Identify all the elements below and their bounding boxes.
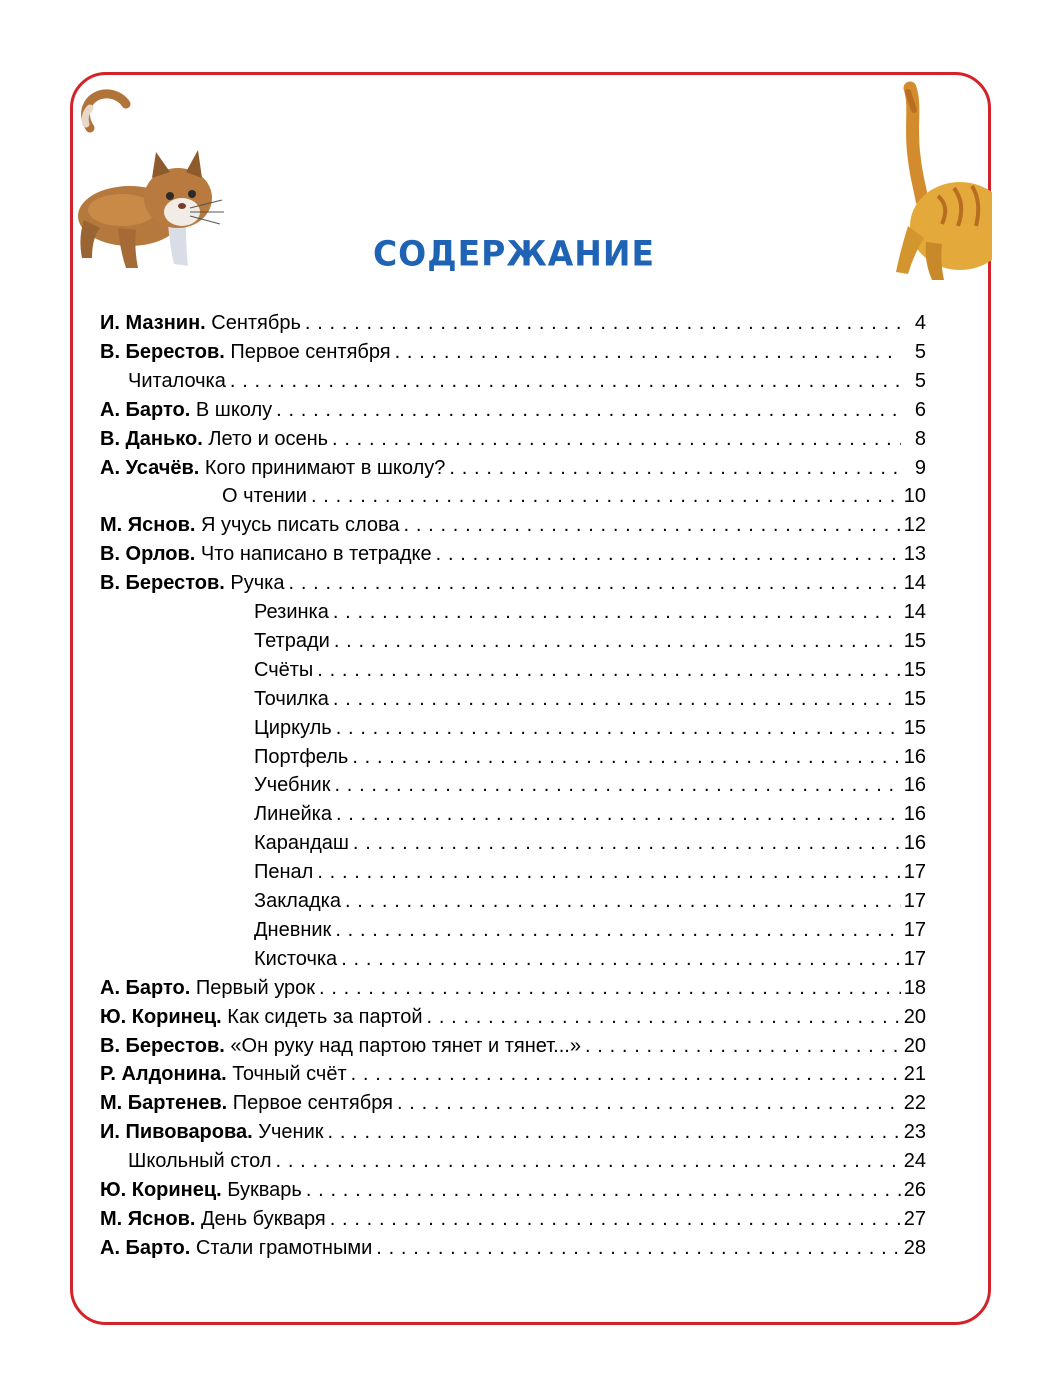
toc-entry-title: Резинка [254, 601, 329, 623]
toc-entry-leader-dots [276, 1149, 901, 1173]
toc-entry-leader-dots [305, 311, 901, 335]
toc-entry-author: А. Барто. [100, 1236, 191, 1259]
toc-entry-title: Школьный стол [128, 1150, 272, 1173]
toc-entry-leader-dots [404, 513, 901, 537]
toc-entry-leader-dots [333, 687, 901, 711]
toc-entry-page-number: 17 [903, 890, 926, 912]
toc-entry [100, 1144, 926, 1173]
toc-entry-title: Точилка [254, 687, 329, 710]
toc-entry [100, 1202, 926, 1231]
toc-entry [100, 595, 926, 624]
toc-entry-title: Читалочка [128, 369, 226, 392]
toc-entry-author: Р. Алдонина. [100, 1063, 227, 1086]
toc-entry-leader-dots [317, 860, 900, 884]
toc-entry-leader-dots [585, 1034, 901, 1058]
toc-entry-page-number: 5 [914, 369, 926, 392]
toc-entry [100, 306, 926, 335]
toc-entry [100, 855, 926, 884]
toc-entry-page-number: 10 [903, 485, 926, 508]
toc-entry [100, 740, 926, 769]
toc-entry-title: Стали грамотными [195, 1236, 373, 1259]
toc-entry-leader-dots [330, 1207, 901, 1231]
toc-entry-leader-dots [334, 773, 900, 797]
toc-entry-author: В. Берестов. [100, 572, 225, 595]
toc-entry [100, 624, 926, 653]
toc-entry-leader-dots [289, 571, 901, 595]
toc-entry-title: Сентябрь [211, 312, 301, 334]
toc-entry-title: Букварь [227, 1179, 302, 1201]
toc-entry-title: День букваря [200, 1207, 326, 1230]
toc-entry-page-number: 14 [903, 601, 926, 623]
toc-entry-leader-dots [436, 542, 901, 566]
toc-entry-leader-dots [317, 658, 900, 682]
toc-entry-leader-dots [353, 831, 901, 855]
toc-entry-title: Точный счёт [232, 1063, 347, 1086]
toc-entry-leader-dots [334, 629, 901, 653]
toc-entry-page-number: 16 [903, 832, 926, 855]
toc-entry-page-number: 20 [903, 1034, 926, 1057]
toc-entry-title: Кисточка [254, 947, 338, 970]
toc-entry [100, 971, 926, 1000]
toc-entry [100, 711, 926, 740]
toc-entry-title: Первый урок [195, 976, 315, 999]
toc-entry-title: Учебник [254, 774, 331, 797]
toc-entry-leader-dots [449, 456, 901, 480]
toc-entry-title: Пенал [254, 861, 314, 884]
toc-entry-title: Тетради [254, 629, 330, 652]
toc-entry-leader-dots [333, 600, 901, 624]
toc-entry-title: Ученик [258, 1121, 324, 1144]
toc-entry [100, 335, 926, 364]
toc-entry-leader-dots [276, 398, 901, 422]
toc-entry-author: М. Бартенев. [100, 1092, 228, 1115]
toc-entry-title: Как сидеть за партой [227, 1005, 423, 1028]
toc-entry-leader-dots [328, 1120, 901, 1144]
toc-entry-page-number: 27 [903, 1207, 926, 1230]
toc-entry-author: А. Барто. [100, 976, 191, 999]
toc-entry-page-number: 17 [903, 918, 926, 941]
toc-entry-page-number: 15 [903, 687, 926, 710]
toc-entry-author: В. Берестов. [100, 340, 225, 363]
toc-entry [100, 913, 926, 942]
toc-entry-author: М. Яснов. [100, 1207, 196, 1230]
toc-entry-page-number: 6 [914, 398, 926, 421]
toc-entry-leader-dots [351, 1062, 901, 1086]
toc-entry-page-number: 8 [914, 427, 926, 450]
toc-entry-leader-dots [230, 369, 901, 393]
toc-entry-author: И. Пивоварова. [100, 1121, 253, 1144]
toc-entry [100, 826, 926, 855]
toc-entry-title: Я учусь писать слова [200, 514, 400, 537]
toc-entry [100, 1000, 926, 1029]
toc-entry-page-number: 20 [903, 1005, 926, 1028]
toc-entry-title: Что написано в тетрадке [200, 543, 432, 566]
toc-entry-leader-dots [336, 802, 901, 826]
toc-entry-leader-dots [345, 889, 901, 913]
toc-entry-page-number: 21 [903, 1063, 926, 1086]
toc-entry [100, 768, 926, 797]
toc-entry-title: В школу [195, 398, 273, 421]
toc-entry [100, 1029, 926, 1058]
toc-entry-page-number: 24 [903, 1150, 926, 1173]
toc-entry-author: А. Барто. [100, 398, 191, 421]
toc-entry-title: Первое сентября [230, 340, 391, 363]
toc-entry [100, 1173, 926, 1202]
toc-entry [100, 884, 926, 913]
toc-entry [100, 1057, 926, 1086]
toc-entry-leader-dots [395, 340, 901, 364]
toc-entry-title: Дневник [254, 918, 332, 941]
toc-entry-author: В. Орлов. [100, 543, 196, 566]
toc-entry [100, 682, 926, 711]
toc-entry [100, 364, 926, 393]
toc-entry [100, 566, 926, 595]
toc-entry-page-number: 16 [903, 774, 926, 797]
toc-entry-page-number: 17 [903, 861, 926, 884]
toc-entry-title: «Он руку над партою тянет и тянет...» [230, 1034, 581, 1057]
toc-entry [100, 1231, 926, 1260]
toc-entry-leader-dots [335, 918, 900, 942]
toc-entry-author: В. Данько. [100, 427, 203, 450]
page-title: СОДЕРЖАНИЕ [372, 233, 656, 274]
toc-entry-page-number: 23 [903, 1121, 926, 1144]
toc-entry [100, 942, 926, 971]
toc-entry-page-number: 16 [903, 803, 926, 826]
toc-entry-page-number: 28 [903, 1236, 926, 1259]
toc-entry [100, 1086, 926, 1115]
toc-entry-page-number: 26 [903, 1179, 926, 1201]
toc-entry-title: О чтении [222, 485, 307, 508]
toc-entry-page-number: 13 [903, 543, 926, 566]
toc-entry-leader-dots [427, 1005, 901, 1029]
toc-entry-author: Ю. Коринец. [100, 1179, 222, 1201]
toc-entry [100, 393, 926, 422]
toc-entry-author: И. Мазнин. [100, 312, 206, 334]
toc-entry-leader-dots [311, 484, 901, 508]
toc-entry-page-number: 4 [914, 312, 926, 334]
toc-entry-title: Счёты [254, 658, 314, 681]
toc-entry-leader-dots [341, 947, 901, 971]
toc-entry [100, 422, 926, 451]
toc-entry-page-number: 17 [903, 947, 926, 970]
toc-entry-title: Портфель [254, 745, 349, 768]
toc-entry [100, 653, 926, 682]
toc-entry [100, 797, 926, 826]
toc-entry [100, 537, 926, 566]
toc-entry-page-number: 15 [903, 658, 926, 681]
toc-entry-leader-dots [332, 427, 901, 451]
toc-entry-page-number: 15 [903, 716, 926, 739]
toc-entry [100, 1115, 926, 1144]
toc-entry-author: М. Яснов. [100, 514, 196, 537]
toc-entry-title: Закладка [254, 890, 341, 912]
toc-entry-leader-dots [306, 1178, 901, 1202]
toc-entry [100, 479, 926, 508]
toc-entry-leader-dots [336, 716, 901, 740]
toc-entry-page-number: 12 [903, 514, 926, 537]
toc-entry-title: Карандаш [254, 832, 349, 855]
toc-entry-title: Циркуль [254, 716, 332, 739]
toc-entry-author: В. Берестов. [100, 1034, 225, 1057]
toc-entry-leader-dots [352, 745, 900, 769]
toc-entry-leader-dots [397, 1091, 901, 1115]
toc-entry-page-number: 16 [903, 745, 926, 768]
toc-entry-leader-dots [319, 976, 901, 1000]
toc-entry-page-number: 18 [903, 976, 926, 999]
toc-entry-title: Линейка [254, 803, 332, 826]
toc-entry-title: Первое сентября [232, 1092, 393, 1115]
toc-entry-page-number: 5 [914, 340, 926, 363]
toc-entry [100, 508, 926, 537]
toc-entry-page-number: 14 [903, 572, 926, 595]
toc-entry [100, 451, 926, 480]
toc-entry-author: Ю. Коринец. [100, 1005, 222, 1028]
toc-entry-author: А. Усачёв. [100, 456, 200, 479]
toc-entry-title: Лето и осень [208, 427, 329, 450]
toc-entry-page-number: 15 [903, 629, 926, 652]
toc-entry-page-number: 22 [903, 1092, 926, 1115]
toc-entry-leader-dots [376, 1236, 900, 1260]
toc-entry-title: Ручка [230, 572, 285, 595]
toc-entry-page-number: 9 [914, 456, 926, 479]
toc-entry-title: Кого принимают в школу? [204, 456, 446, 479]
